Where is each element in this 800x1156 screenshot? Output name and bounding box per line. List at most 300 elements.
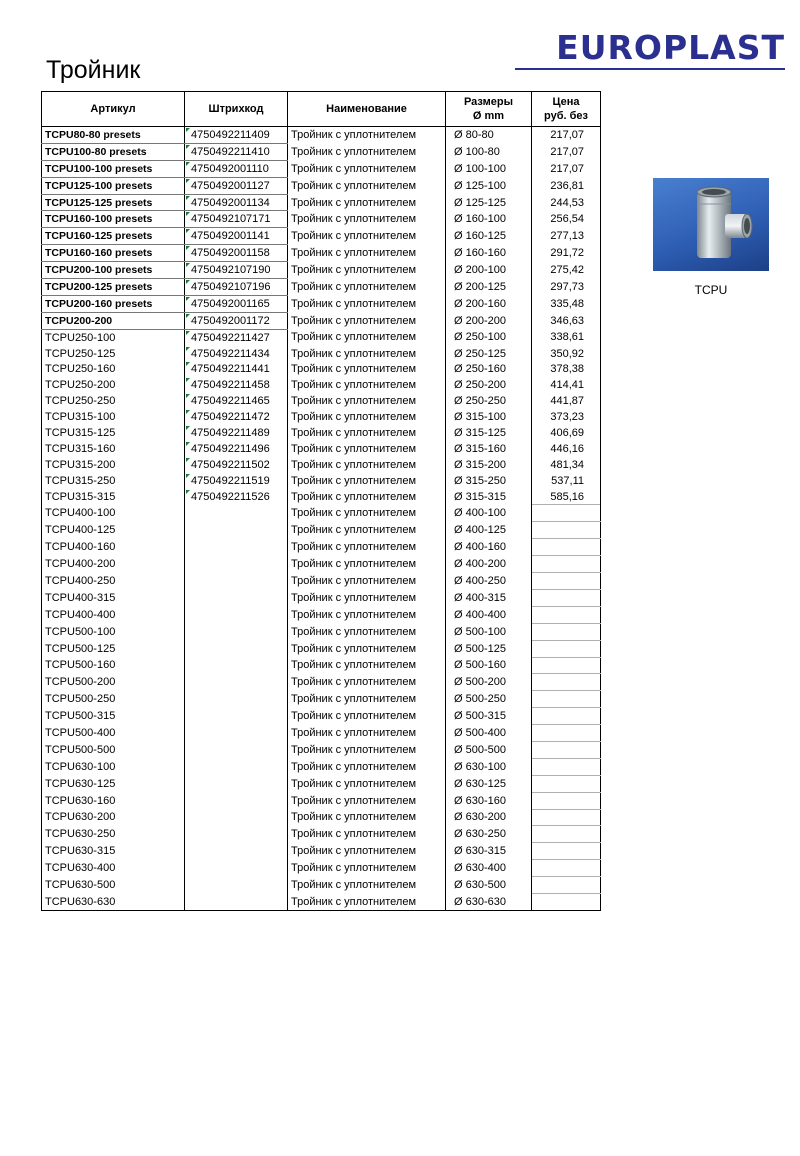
cell-size: Ø 315-200 [446, 457, 532, 473]
table-row [42, 489, 601, 505]
cell-size: Ø 400-400 [446, 606, 532, 623]
cell-name: Тройник с уплотнителем [288, 228, 446, 245]
cell-name: Тройник с уплотнителем [288, 843, 446, 860]
cell-barcode: 4750492211410 [185, 143, 288, 160]
cell-price: 291,72 [532, 245, 601, 262]
cell-barcode [185, 826, 288, 843]
cell-barcode [185, 623, 288, 640]
cell-size: Ø 400-250 [446, 573, 532, 590]
header-price-line1: Цена [552, 96, 580, 108]
table-row [42, 539, 601, 556]
cell-price: 217,07 [532, 127, 601, 144]
cell-article: TCPU200-125 presets [42, 279, 185, 296]
cell-price [532, 877, 601, 894]
cell-name: Тройник с уплотнителем [288, 346, 446, 362]
cell-article: TCPU100-100 presets [42, 160, 185, 177]
cell-barcode: 4750492211409 [185, 127, 288, 144]
cell-price [532, 657, 601, 674]
cell-barcode [185, 606, 288, 623]
cell-name: Тройник с уплотнителем [288, 758, 446, 775]
cell-article: TCPU500-500 [42, 741, 185, 758]
cell-name: Тройник с уплотнителем [288, 177, 446, 194]
cell-name: Тройник с уплотнителем [288, 691, 446, 708]
product-photo [653, 178, 769, 271]
cell-size: Ø 500-160 [446, 657, 532, 674]
table-row [42, 826, 601, 843]
header-size-line2: Ø mm [472, 110, 505, 122]
cell-barcode [185, 843, 288, 860]
cell-name: Тройник с уплотнителем [288, 674, 446, 691]
table-row [42, 606, 601, 623]
cell-article: TCPU400-400 [42, 606, 185, 623]
cell-barcode: 4750492211427 [185, 329, 288, 345]
cell-article: TCPU500-250 [42, 691, 185, 708]
cell-barcode [185, 556, 288, 573]
cell-article: TCPU500-200 [42, 674, 185, 691]
table-row [42, 674, 601, 691]
cell-price [532, 573, 601, 590]
cell-barcode [185, 775, 288, 792]
table-row [42, 589, 601, 606]
cell-size: Ø 80-80 [446, 127, 532, 144]
cell-price: 335,48 [532, 295, 601, 312]
table-row [42, 877, 601, 894]
header-price [532, 92, 601, 127]
cell-price: 481,34 [532, 457, 601, 473]
cell-size: Ø 160-125 [446, 228, 532, 245]
cell-name: Тройник с уплотнителем [288, 473, 446, 489]
cell-size: Ø 400-200 [446, 556, 532, 573]
cell-price [532, 826, 601, 843]
cell-size: Ø 200-100 [446, 262, 532, 279]
cell-barcode: 4750492211502 [185, 457, 288, 473]
cell-name: Тройник с уплотнителем [288, 441, 446, 457]
table-row [42, 160, 601, 177]
cell-barcode: 4750492211465 [185, 393, 288, 409]
cell-price: 350,92 [532, 346, 601, 362]
cell-barcode: 4750492001127 [185, 177, 288, 194]
cell-size: Ø 500-200 [446, 674, 532, 691]
cell-size: Ø 500-400 [446, 725, 532, 742]
table-row [42, 657, 601, 674]
cell-name: Тройник с уплотнителем [288, 556, 446, 573]
table-row [42, 473, 601, 489]
cell-price [532, 606, 601, 623]
table-row [42, 725, 601, 742]
cell-article: TCPU80-80 presets [42, 127, 185, 144]
cell-size: Ø 100-100 [446, 160, 532, 177]
cell-article: TCPU200-160 presets [42, 295, 185, 312]
cell-size: Ø 630-315 [446, 843, 532, 860]
cell-size: Ø 200-200 [446, 312, 532, 329]
cell-price: 338,61 [532, 329, 601, 345]
cell-barcode [185, 792, 288, 809]
cell-name: Тройник с уплотнителем [288, 194, 446, 211]
header-article: Артикул [42, 92, 185, 127]
cell-article: TCPU315-200 [42, 457, 185, 473]
cell-name: Тройник с уплотнителем [288, 361, 446, 377]
cell-price [532, 809, 601, 826]
table-row [42, 361, 601, 377]
cell-article: TCPU160-160 presets [42, 245, 185, 262]
cell-article: TCPU400-100 [42, 505, 185, 522]
cell-name: Тройник с уплотнителем [288, 809, 446, 826]
table-row [42, 441, 601, 457]
cell-article: TCPU315-160 [42, 441, 185, 457]
cell-barcode [185, 539, 288, 556]
cell-price: 373,23 [532, 409, 601, 425]
cell-size: Ø 250-160 [446, 361, 532, 377]
table-row [42, 758, 601, 775]
table-row [42, 623, 601, 640]
cell-name: Тройник с уплотнителем [288, 860, 446, 877]
cell-size: Ø 630-160 [446, 792, 532, 809]
cell-size: Ø 125-100 [446, 177, 532, 194]
cell-price: 217,07 [532, 143, 601, 160]
cell-size: Ø 200-160 [446, 295, 532, 312]
cell-size: Ø 500-125 [446, 640, 532, 657]
cell-price: 441,87 [532, 393, 601, 409]
table-row [42, 245, 601, 262]
cell-barcode [185, 589, 288, 606]
cell-price [532, 623, 601, 640]
header-barcode: Штрихкод [185, 92, 288, 127]
table-row [42, 143, 601, 160]
cell-size: Ø 630-400 [446, 860, 532, 877]
table-row [42, 893, 601, 910]
cell-barcode: 4750492211472 [185, 409, 288, 425]
cell-article: TCPU315-315 [42, 489, 185, 505]
cell-name: Тройник с уплотнителем [288, 893, 446, 910]
cell-article: TCPU315-100 [42, 409, 185, 425]
table-row [42, 329, 601, 345]
cell-name: Тройник с уплотнителем [288, 741, 446, 758]
table-row [42, 843, 601, 860]
table-row [42, 425, 601, 441]
cell-name: Тройник с уплотнителем [288, 505, 446, 522]
cell-name: Тройник с уплотнителем [288, 792, 446, 809]
cell-article: TCPU315-125 [42, 425, 185, 441]
cell-size: Ø 400-100 [446, 505, 532, 522]
cell-size: Ø 125-125 [446, 194, 532, 211]
cell-size: Ø 250-250 [446, 393, 532, 409]
cell-price [532, 708, 601, 725]
cell-article: TCPU630-400 [42, 860, 185, 877]
cell-name: Тройник с уплотнителем [288, 127, 446, 144]
cell-article: TCPU500-400 [42, 725, 185, 742]
cell-article: TCPU250-160 [42, 361, 185, 377]
cell-barcode: 4750492001165 [185, 295, 288, 312]
cell-article: TCPU400-125 [42, 522, 185, 539]
cell-size: Ø 630-500 [446, 877, 532, 894]
table-row [42, 262, 601, 279]
cell-price: 378,38 [532, 361, 601, 377]
cell-barcode: 4750492211496 [185, 441, 288, 457]
cell-price [532, 589, 601, 606]
cell-price [532, 792, 601, 809]
cell-barcode: 4750492107196 [185, 279, 288, 296]
cell-name: Тройник с уплотнителем [288, 160, 446, 177]
product-photo-caption: TCPU [694, 283, 728, 297]
cell-price: 406,69 [532, 425, 601, 441]
table-row [42, 556, 601, 573]
cell-size: Ø 250-125 [446, 346, 532, 362]
cell-article: TCPU400-160 [42, 539, 185, 556]
cell-price [532, 860, 601, 877]
cell-barcode [185, 708, 288, 725]
cell-article: TCPU200-200 [42, 312, 185, 329]
table-row [42, 377, 601, 393]
cell-article: TCPU100-80 presets [42, 143, 185, 160]
cell-article: TCPU500-315 [42, 708, 185, 725]
cell-barcode [185, 809, 288, 826]
cell-price: 275,42 [532, 262, 601, 279]
cell-price [532, 775, 601, 792]
cell-barcode [185, 877, 288, 894]
cell-article: TCPU250-200 [42, 377, 185, 393]
cell-barcode: 4750492211526 [185, 489, 288, 505]
cell-price: 414,41 [532, 377, 601, 393]
cell-article: TCPU400-200 [42, 556, 185, 573]
cell-name: Тройник с уплотнителем [288, 262, 446, 279]
cell-name: Тройник с уплотнителем [288, 708, 446, 725]
cell-article: TCPU630-125 [42, 775, 185, 792]
cell-name: Тройник с уплотнителем [288, 245, 446, 262]
cell-barcode [185, 741, 288, 758]
cell-article: TCPU500-160 [42, 657, 185, 674]
header-price-line2: руб. без [544, 110, 588, 122]
cell-barcode: 4750492211458 [185, 377, 288, 393]
table-row [42, 409, 601, 425]
table-row [42, 708, 601, 725]
cell-barcode: 4750492001172 [185, 312, 288, 329]
table-row [42, 457, 601, 473]
cell-article: TCPU125-125 presets [42, 194, 185, 211]
cell-barcode [185, 522, 288, 539]
cell-price: 256,54 [532, 211, 601, 228]
table-row [42, 640, 601, 657]
cell-size: Ø 500-100 [446, 623, 532, 640]
cell-barcode: 4750492107171 [185, 211, 288, 228]
cell-size: Ø 315-315 [446, 489, 532, 505]
brand-name: EUROPLAST [556, 28, 785, 67]
cell-size: Ø 250-200 [446, 377, 532, 393]
cell-barcode [185, 893, 288, 910]
cell-article: TCPU160-100 presets [42, 211, 185, 228]
cell-size: Ø 250-100 [446, 329, 532, 345]
cell-price: 446,16 [532, 441, 601, 457]
table-row [42, 211, 601, 228]
cell-size: Ø 315-100 [446, 409, 532, 425]
cell-name: Тройник с уплотнителем [288, 489, 446, 505]
cell-price [532, 758, 601, 775]
cell-barcode [185, 860, 288, 877]
cell-size: Ø 400-315 [446, 589, 532, 606]
cell-name: Тройник с уплотнителем [288, 295, 446, 312]
cell-name: Тройник с уплотнителем [288, 409, 446, 425]
cell-price: 585,16 [532, 489, 601, 505]
cell-size: Ø 500-500 [446, 741, 532, 758]
cell-price [532, 505, 601, 522]
cell-article: TCPU630-100 [42, 758, 185, 775]
cell-size: Ø 100-80 [446, 143, 532, 160]
cell-price: 537,11 [532, 473, 601, 489]
cell-price: 297,73 [532, 279, 601, 296]
cell-price [532, 674, 601, 691]
cell-article: TCPU160-125 presets [42, 228, 185, 245]
cell-name: Тройник с уплотнителем [288, 623, 446, 640]
cell-name: Тройник с уплотнителем [288, 312, 446, 329]
cell-name: Тройник с уплотнителем [288, 393, 446, 409]
cell-size: Ø 315-160 [446, 441, 532, 457]
table-row [42, 809, 601, 826]
cell-size: Ø 315-125 [446, 425, 532, 441]
cell-barcode: 4750492211519 [185, 473, 288, 489]
header-name: Наименование [288, 92, 446, 127]
cell-name: Тройник с уплотнителем [288, 539, 446, 556]
cell-name: Тройник с уплотнителем [288, 775, 446, 792]
cell-price: 244,53 [532, 194, 601, 211]
cell-article: TCPU630-500 [42, 877, 185, 894]
cell-barcode: 4750492001141 [185, 228, 288, 245]
cell-barcode: 4750492211489 [185, 425, 288, 441]
table-row [42, 194, 601, 211]
cell-article: TCPU630-630 [42, 893, 185, 910]
cell-price [532, 741, 601, 758]
cell-size: Ø 630-630 [446, 893, 532, 910]
cell-name: Тройник с уплотнителем [288, 279, 446, 296]
cell-barcode [185, 674, 288, 691]
table-row [42, 312, 601, 329]
cell-name: Тройник с уплотнителем [288, 211, 446, 228]
cell-price [532, 539, 601, 556]
cell-article: TCPU250-250 [42, 393, 185, 409]
cell-price [532, 522, 601, 539]
cell-barcode: 4750492001134 [185, 194, 288, 211]
table-row [42, 860, 601, 877]
cell-size: Ø 400-125 [446, 522, 532, 539]
cell-size: Ø 400-160 [446, 539, 532, 556]
cell-name: Тройник с уплотнителем [288, 589, 446, 606]
cell-size: Ø 630-125 [446, 775, 532, 792]
cell-size: Ø 160-160 [446, 245, 532, 262]
cell-article: TCPU125-100 presets [42, 177, 185, 194]
cell-article: TCPU315-250 [42, 473, 185, 489]
cell-price: 236,81 [532, 177, 601, 194]
cell-article: TCPU630-160 [42, 792, 185, 809]
page-title: Тройник [46, 56, 141, 84]
cell-name: Тройник с уплотнителем [288, 640, 446, 657]
cell-article: TCPU630-250 [42, 826, 185, 843]
cell-size: Ø 630-100 [446, 758, 532, 775]
cell-price [532, 725, 601, 742]
cell-article: TCPU250-125 [42, 346, 185, 362]
table-row [42, 295, 601, 312]
cell-article: TCPU200-100 presets [42, 262, 185, 279]
cell-name: Тройник с уплотнителем [288, 457, 446, 473]
cell-price [532, 893, 601, 910]
cell-size: Ø 160-100 [446, 211, 532, 228]
cell-barcode: 4750492211441 [185, 361, 288, 377]
cell-article: TCPU500-100 [42, 623, 185, 640]
cell-barcode [185, 573, 288, 590]
table-row [42, 691, 601, 708]
table-row [42, 279, 601, 296]
cell-barcode: 4750492211434 [185, 346, 288, 362]
cell-name: Тройник с уплотнителем [288, 425, 446, 441]
cell-article: TCPU250-100 [42, 329, 185, 345]
cell-article: TCPU630-200 [42, 809, 185, 826]
table-row [42, 505, 601, 522]
table-row [42, 177, 601, 194]
cell-price [532, 843, 601, 860]
cell-name: Тройник с уплотнителем [288, 329, 446, 345]
table-row [42, 573, 601, 590]
table-row [42, 522, 601, 539]
cell-barcode: 4750492001158 [185, 245, 288, 262]
cell-price [532, 556, 601, 573]
cell-barcode [185, 725, 288, 742]
cell-price: 277,13 [532, 228, 601, 245]
cell-article: TCPU400-315 [42, 589, 185, 606]
cell-name: Тройник с уплотнителем [288, 573, 446, 590]
cell-barcode [185, 505, 288, 522]
table-row [42, 127, 601, 144]
cell-article: TCPU400-250 [42, 573, 185, 590]
cell-name: Тройник с уплотнителем [288, 606, 446, 623]
cell-name: Тройник с уплотнителем [288, 826, 446, 843]
cell-price: 346,63 [532, 312, 601, 329]
header-size [446, 92, 532, 127]
table-header-row [42, 92, 601, 127]
cell-barcode: 4750492107190 [185, 262, 288, 279]
pipe-tee-icon [653, 178, 769, 271]
cell-size: Ø 315-250 [446, 473, 532, 489]
cell-name: Тройник с уплотнителем [288, 877, 446, 894]
cell-name: Тройник с уплотнителем [288, 725, 446, 742]
cell-name: Тройник с уплотнителем [288, 522, 446, 539]
table-row [42, 792, 601, 809]
cell-barcode [185, 657, 288, 674]
table-row [42, 346, 601, 362]
table-row [42, 393, 601, 409]
brand-logo [515, 30, 785, 70]
cell-name: Тройник с уплотнителем [288, 377, 446, 393]
cell-barcode [185, 758, 288, 775]
cell-barcode [185, 691, 288, 708]
cell-size: Ø 630-200 [446, 809, 532, 826]
brand-underline [515, 68, 785, 70]
table-row [42, 775, 601, 792]
cell-article: TCPU500-125 [42, 640, 185, 657]
cell-name: Тройник с уплотнителем [288, 143, 446, 160]
table-row [42, 228, 601, 245]
cell-barcode [185, 640, 288, 657]
price-table [41, 91, 601, 911]
cell-size: Ø 200-125 [446, 279, 532, 296]
header-size-line1: Размеры [463, 96, 513, 108]
cell-name: Тройник с уплотнителем [288, 657, 446, 674]
cell-article: TCPU630-315 [42, 843, 185, 860]
cell-price [532, 691, 601, 708]
cell-barcode: 4750492001110 [185, 160, 288, 177]
cell-price [532, 640, 601, 657]
cell-price: 217,07 [532, 160, 601, 177]
cell-size: Ø 500-315 [446, 708, 532, 725]
cell-size: Ø 500-250 [446, 691, 532, 708]
cell-size: Ø 630-250 [446, 826, 532, 843]
table-row [42, 741, 601, 758]
